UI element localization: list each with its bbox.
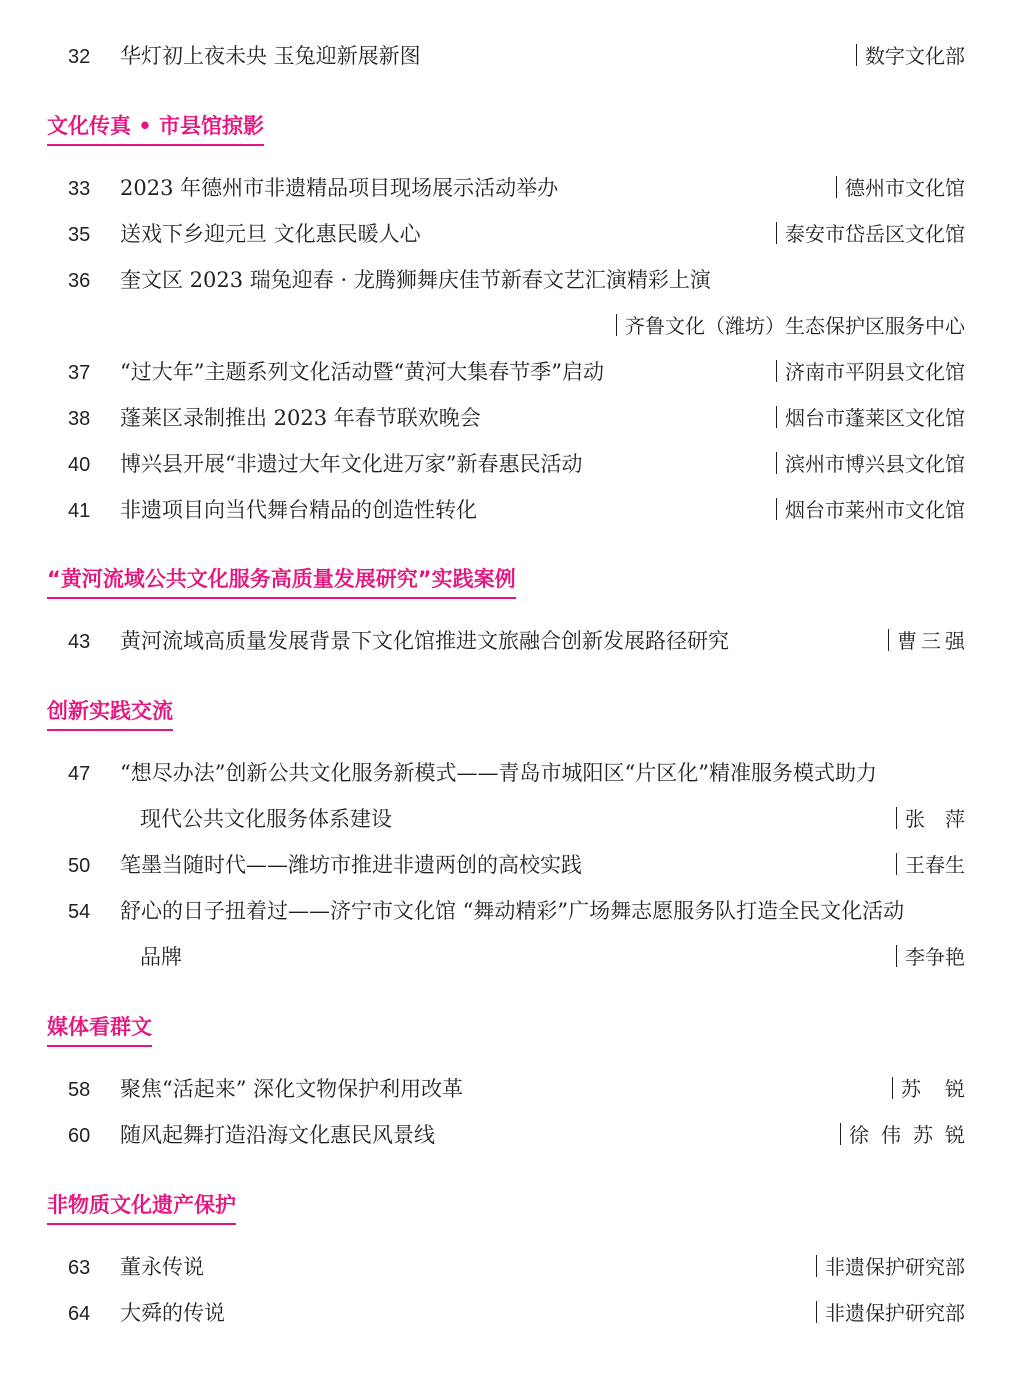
entry-title-continuation: 现代公共文化服务体系建设 [140, 807, 392, 831]
toc-entry [0, 496, 1019, 526]
entry-source: 数字文化部 [856, 42, 965, 70]
toc-entry-continuation [0, 312, 1019, 342]
toc-entry [0, 759, 1019, 789]
entry-source: 德州市文化馆 [836, 174, 965, 202]
page-number: 54 [68, 901, 91, 923]
entry-title: “想尽办法”创新公共文化服务新模式——青岛市城阳区“片区化”精准服务模式助力 [120, 761, 877, 785]
page-number: 35 [68, 224, 91, 246]
section-heading: 创新实践交流 [47, 697, 173, 731]
page-number: 36 [68, 270, 91, 292]
entry-source: 齐鲁文化（潍坊）生态保护区服务中心 [616, 312, 965, 340]
entry-title: 笔墨当随时代——潍坊市推进非遗两创的高校实践 [120, 853, 582, 877]
entry-title: 黄河流域高质量发展背景下文化馆推进文旅融合创新发展路径研究 [120, 629, 729, 653]
entry-title: 奎文区 2023 瑞兔迎春 · 龙腾狮舞庆佳节新春文艺汇演精彩上演 [120, 268, 711, 292]
entry-source: 张萍 [896, 805, 985, 833]
toc-entry [0, 1075, 1019, 1105]
page-number: 60 [68, 1125, 91, 1147]
page-number: 63 [68, 1257, 91, 1279]
entry-title: “过大年”主题系列文化活动暨“黄河大集春节季”启动 [120, 360, 604, 384]
entry-title: 董永传说 [120, 1255, 204, 1279]
page-number: 40 [68, 454, 91, 476]
entry-source: 烟台市莱州市文化馆 [776, 496, 965, 524]
page-number: 58 [68, 1079, 91, 1101]
toc-entry-continuation [0, 805, 1019, 835]
toc-entry [0, 266, 1019, 296]
page-number: 43 [68, 631, 91, 653]
section-heading: 媒体看群文 [47, 1013, 152, 1047]
toc-entry [0, 42, 1019, 72]
page-number: 37 [68, 362, 91, 384]
page-number: 41 [68, 500, 91, 522]
entry-title: 博兴县开展“非遗过大年文化进万家”新春惠民活动 [120, 452, 583, 476]
entry-source: 苏锐 [892, 1075, 989, 1103]
entry-source: 济南市平阴县文化馆 [776, 358, 965, 386]
entry-title: 华灯初上夜未央 玉兔迎新展新图 [120, 44, 421, 68]
entry-source: 非遗保护研究部 [816, 1299, 965, 1327]
page-number: 32 [68, 46, 91, 68]
entry-source: 泰安市岱岳区文化馆 [776, 220, 965, 248]
toc-entry-continuation [0, 943, 1019, 973]
toc-entry [0, 220, 1019, 250]
toc-entry [0, 627, 1019, 657]
page-number: 50 [68, 855, 91, 877]
entry-source: 烟台市蓬莱区文化馆 [776, 404, 965, 432]
toc-entry [0, 174, 1019, 204]
entry-title: 舒心的日子扭着过——济宁市文化馆 “舞动精彩”广场舞志愿服务队打造全民文化活动 [120, 899, 905, 923]
entry-title: 大舜的传说 [120, 1301, 225, 1325]
entry-title: 送戏下乡迎元旦 文化惠民暖人心 [120, 222, 421, 246]
page-number: 64 [68, 1303, 91, 1325]
entry-source: 滨州市博兴县文化馆 [776, 450, 965, 478]
section-heading: 文化传真 • 市县馆掠影 [47, 112, 264, 146]
toc-entry [0, 358, 1019, 388]
entry-source: 徐伟苏锐 [840, 1121, 977, 1149]
entry-title-continuation: 品牌 [140, 945, 182, 969]
entry-source: 非遗保护研究部 [816, 1253, 965, 1281]
section-heading: “黄河流域公共文化服务高质量发展研究”实践案例 [47, 565, 516, 599]
entry-title: 蓬莱区录制推出 2023 年春节联欢晚会 [120, 406, 481, 430]
entry-title: 非遗项目向当代舞台精品的创造性转化 [120, 498, 477, 522]
toc-entry [0, 404, 1019, 434]
entry-source: 李争艳 [896, 943, 965, 971]
page-number: 47 [68, 763, 91, 785]
toc-entry [0, 450, 1019, 480]
toc-entry [0, 1253, 1019, 1283]
toc-entry [0, 1121, 1019, 1151]
page-number: 38 [68, 408, 91, 430]
page-number: 33 [68, 178, 91, 200]
toc-entry [0, 851, 1019, 881]
toc-entry [0, 1299, 1019, 1329]
entry-title: 随风起舞打造沿海文化惠民风景线 [120, 1123, 435, 1147]
entry-source: 曹三强 [888, 627, 969, 655]
entry-title: 2023 年德州市非遗精品项目现场展示活动举办 [120, 176, 559, 200]
section-heading: 非物质文化遗产保护 [47, 1191, 236, 1225]
entry-title: 聚焦“活起来” 深化文物保护利用改革 [120, 1077, 464, 1101]
toc-entry [0, 897, 1019, 927]
entry-source: 王春生 [896, 851, 965, 879]
